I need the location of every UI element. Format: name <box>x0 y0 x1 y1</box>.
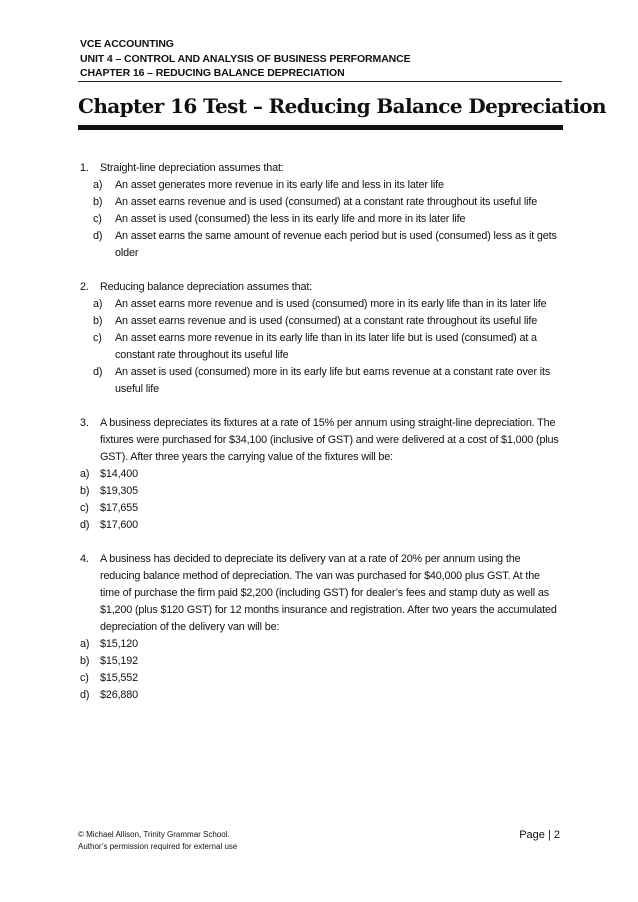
question-number: 2. <box>80 281 89 293</box>
option-letter: c) <box>80 672 89 684</box>
header-unit: UNIT 4 – CONTROL AND ANALYSIS OF BUSINESS PERFORMANCE <box>80 52 411 65</box>
page-number: Page | 2 <box>519 829 560 841</box>
answer-option <box>80 670 560 687</box>
option-letter: d) <box>93 230 103 242</box>
option-text: $19,305 <box>100 485 138 497</box>
question-text: Reducing balance depreciation assumes that: <box>100 281 313 293</box>
answer-options <box>80 296 560 398</box>
option-letter: d) <box>80 519 90 531</box>
answer-option <box>80 296 560 313</box>
option-text: An asset earns the same amount of revenue each period but is used (consumed) less as it gets older <box>115 230 557 259</box>
document-header <box>80 37 562 81</box>
answer-option <box>80 500 560 517</box>
question-stem <box>80 415 560 466</box>
question-text: A business depreciates its fixtures at a rate of 15% per annum using straight-line depreciation. The fixtures were purchased for $34,100 (inclusive of GST) and were delivered at a cost of $1,000 (plus GST). After three years the carrying value of the fixtures will be: <box>100 417 559 463</box>
footer-credits <box>78 829 237 853</box>
answer-option <box>80 313 560 330</box>
option-letter: a) <box>80 468 90 480</box>
header-subject: VCE ACCOUNTING <box>80 38 174 50</box>
question-stem <box>80 160 560 177</box>
question-4 <box>80 551 560 704</box>
option-letter: b) <box>80 655 90 667</box>
answer-option <box>80 211 560 228</box>
option-text: $17,655 <box>100 502 138 514</box>
option-letter: a) <box>93 298 103 310</box>
question-text: A business has decided to depreciate its delivery van at a rate of 20% per annum using the reducing balance method of depreciation. The van was purchased for $40,000 plus GST. At the time of purchase the firm paid $2,200 (including GST) for dealer’s fees and stamp duty as well as $1,200 (plus $120 GST) for 12 months insurance and registration. After two years the accumulated depreciation of the delivery van will be: <box>100 553 557 633</box>
answer-option <box>80 177 560 194</box>
answer-option <box>80 517 560 534</box>
answer-option <box>80 636 560 653</box>
header-divider <box>78 81 562 82</box>
answer-option <box>80 466 560 483</box>
answer-option <box>80 330 560 364</box>
title-underline-bar <box>78 125 563 130</box>
footer-copyright: © Michael Allison, Trinity Grammar School. <box>78 830 230 839</box>
option-letter: c) <box>80 502 89 514</box>
answer-option <box>80 653 560 670</box>
answer-options <box>80 636 560 704</box>
question-2 <box>80 279 560 398</box>
answer-option <box>80 364 560 398</box>
header-chapter: CHAPTER 16 – REDUCING BALANCE DEPRECIATION <box>80 67 345 79</box>
answer-option <box>80 483 560 500</box>
option-text: $17,600 <box>100 519 138 531</box>
option-letter: c) <box>93 213 102 225</box>
question-list <box>80 160 560 721</box>
option-text: $15,552 <box>100 672 138 684</box>
answer-options <box>80 466 560 534</box>
option-text: An asset earns revenue and is used (consumed) at a constant rate throughout its useful life <box>115 196 538 208</box>
question-1 <box>80 160 560 262</box>
question-number: 3. <box>80 417 89 429</box>
option-letter: b) <box>93 196 103 208</box>
question-3 <box>80 415 560 534</box>
option-text: An asset is used (consumed) the less in its early life and more in its later life <box>115 213 466 225</box>
answer-option <box>80 228 560 262</box>
option-letter: c) <box>93 332 102 344</box>
option-text: An asset generates more revenue in its early life and less in its later life <box>115 179 444 191</box>
option-text: An asset earns more revenue and is used (consumed) more in its early life than in its later life <box>115 298 547 310</box>
question-number: 4. <box>80 553 89 565</box>
option-letter: a) <box>93 179 103 191</box>
page-title: Chapter 16 Test – Reducing Balance Depreciation <box>78 94 606 118</box>
option-text: An asset earns more revenue in its early life than in its later life but is used (consumed) at a constant rate throughout its useful life <box>115 332 537 361</box>
option-letter: b) <box>80 485 90 497</box>
question-stem <box>80 551 560 636</box>
option-letter: a) <box>80 638 90 650</box>
option-text: $26,880 <box>100 689 138 701</box>
option-text: An asset is used (consumed) more in its early life but earns revenue at a constant rate over its useful life <box>115 366 551 395</box>
option-letter: d) <box>80 689 90 701</box>
answer-option <box>80 194 560 211</box>
question-text: Straight-line depreciation assumes that: <box>100 162 284 174</box>
option-letter: b) <box>93 315 103 327</box>
option-letter: d) <box>93 366 103 378</box>
question-number: 1. <box>80 162 89 174</box>
question-stem <box>80 279 560 296</box>
option-text: An asset earns revenue and is used (consumed) at a constant rate throughout its useful life <box>115 315 538 327</box>
option-text: $15,192 <box>100 655 138 667</box>
answer-options <box>80 177 560 262</box>
option-text: $14,400 <box>100 468 138 480</box>
answer-option <box>80 687 560 704</box>
option-text: $15,120 <box>100 638 138 650</box>
footer-permission: Author’s permission required for external use <box>78 842 238 851</box>
